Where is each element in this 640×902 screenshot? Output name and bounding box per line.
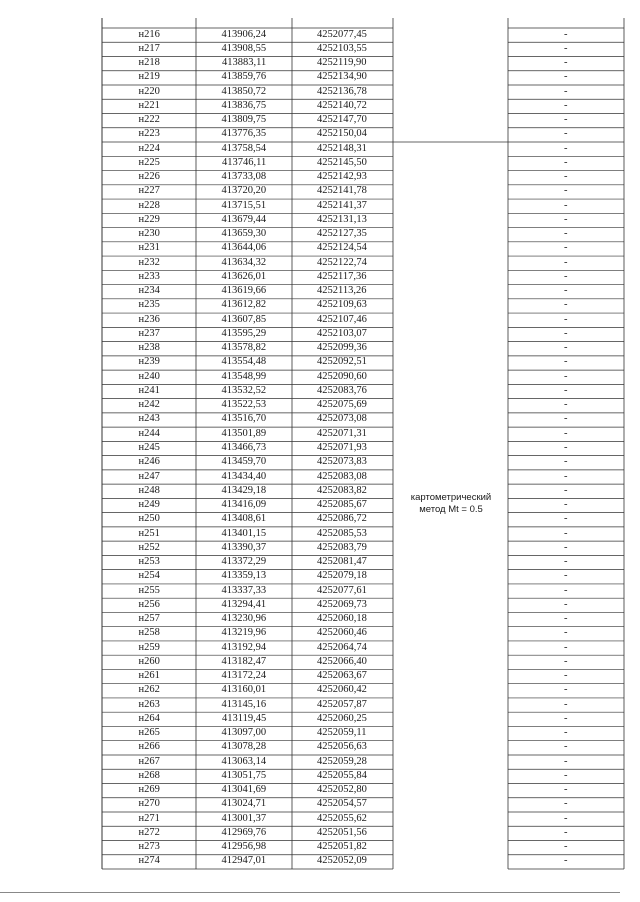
point-id-cell: н219 (138, 71, 160, 83)
x-coordinate-cell: 413466,73 (221, 442, 267, 453)
point-id-cell: н269 (138, 784, 160, 796)
accuracy-mark-cell: - (564, 71, 568, 83)
x-coordinate-cell: 413809,75 (221, 114, 267, 126)
accuracy-mark-cell: - (564, 755, 568, 767)
y-coordinate-cell: 4252055,84 (317, 769, 367, 781)
y-coordinate-cell: 4252103,07 (317, 327, 367, 339)
x-coordinate-cell: 413522,53 (221, 399, 267, 411)
x-coordinate-cell: 413715,51 (221, 199, 267, 211)
accuracy-mark-cell: - (564, 384, 568, 396)
point-id-cell: н244 (138, 427, 160, 439)
x-coordinate-cell: 413459,70 (221, 456, 267, 468)
y-coordinate-cell: 4252081,47 (317, 556, 367, 568)
y-coordinate-cell: 4252083,79 (317, 541, 367, 553)
point-id-cell: н232 (138, 256, 160, 268)
method-note-line-1: картометрический (410, 492, 492, 503)
x-coordinate-cell: 413390,37 (221, 541, 267, 553)
y-coordinate-cell: 4252073,83 (317, 456, 367, 468)
x-coordinate-cell: 413041,69 (221, 784, 267, 796)
accuracy-mark-cell: - (564, 570, 568, 582)
method-note (396, 492, 506, 517)
accuracy-mark-cell: - (564, 826, 568, 838)
point-id-cell: н262 (138, 684, 160, 696)
accuracy-mark-cell: - (564, 684, 568, 696)
accuracy-mark-cell: - (564, 541, 568, 553)
accuracy-mark-cell: - (564, 199, 568, 211)
point-id-cell: н233 (138, 270, 160, 282)
point-id-cell: н230 (138, 228, 160, 240)
x-coordinate-cell: 413160,01 (221, 684, 267, 696)
y-coordinate-cell: 4252107,46 (317, 313, 367, 325)
x-coordinate-cell: 413626,01 (221, 270, 267, 282)
point-id-cell: н256 (138, 598, 160, 610)
point-id-cell: н259 (138, 641, 160, 653)
point-id-cell: н228 (138, 199, 160, 211)
point-id-cell: н271 (138, 812, 160, 824)
y-coordinate-cell: 4252073,08 (317, 413, 367, 425)
point-id-cell: н238 (138, 342, 160, 354)
point-id-cell: н224 (138, 142, 160, 154)
x-coordinate-cell: 413024,71 (221, 798, 267, 810)
x-coordinate-cell: 413172,24 (221, 670, 267, 682)
accuracy-mark-cell: - (564, 655, 568, 667)
point-id-cell: н249 (138, 499, 160, 511)
point-id-cell: н241 (138, 384, 160, 396)
accuracy-mark-cell: - (564, 584, 568, 596)
accuracy-mark-cell: - (564, 313, 568, 325)
y-coordinate-cell: 4252079,18 (317, 570, 367, 582)
accuracy-mark-cell: - (564, 556, 568, 568)
y-coordinate-cell: 4252127,35 (317, 228, 367, 240)
x-coordinate-cell: 413078,28 (221, 741, 267, 753)
y-coordinate-cell: 4252145,50 (317, 156, 367, 168)
x-coordinate-cell: 413337,33 (221, 584, 267, 596)
y-coordinate-cell: 4252060,42 (317, 684, 367, 696)
y-coordinate-cell: 4252083,08 (317, 470, 367, 482)
x-coordinate-cell: 413145,16 (221, 698, 267, 710)
accuracy-mark-cell: - (564, 128, 568, 140)
y-coordinate-cell: 4252056,63 (317, 741, 367, 753)
y-coordinate-cell: 4252099,36 (317, 342, 367, 354)
y-coordinate-cell: 4252060,25 (317, 712, 367, 724)
accuracy-mark-cell: - (564, 484, 568, 496)
x-coordinate-cell: 413612,82 (221, 299, 267, 311)
x-coordinate-cell: 413501,89 (221, 427, 267, 439)
point-id-cell: н265 (138, 727, 160, 739)
point-id-cell: н258 (138, 627, 160, 639)
accuracy-mark-cell: - (564, 641, 568, 653)
y-coordinate-cell: 4252117,36 (317, 270, 367, 282)
accuracy-mark-cell: - (564, 769, 568, 781)
accuracy-mark-cell: - (564, 741, 568, 753)
point-id-cell: н264 (138, 712, 160, 724)
accuracy-mark-cell: - (564, 399, 568, 411)
y-coordinate-cell: 4252124,54 (317, 242, 367, 254)
x-coordinate-cell: 413429,18 (221, 484, 267, 496)
y-coordinate-cell: 4252052,80 (317, 784, 367, 796)
accuracy-mark-cell: - (564, 470, 568, 482)
x-coordinate-cell: 413359,13 (221, 570, 267, 582)
accuracy-mark-cell: - (564, 370, 568, 382)
point-id-cell: н261 (138, 670, 160, 682)
x-coordinate-cell: 413883,11 (222, 57, 267, 69)
accuracy-mark-cell: - (564, 28, 568, 40)
accuracy-mark-cell: - (564, 784, 568, 796)
y-coordinate-cell: 4252147,70 (317, 114, 367, 126)
point-id-cell: н225 (138, 156, 160, 168)
x-coordinate-cell: 413516,70 (221, 413, 267, 425)
footer-rule (0, 892, 620, 893)
accuracy-mark-cell: - (564, 627, 568, 639)
y-coordinate-cell: 4252059,11 (317, 727, 367, 739)
point-id-cell: н272 (138, 826, 160, 838)
point-id-cell: н247 (138, 470, 160, 482)
y-coordinate-cell: 4252075,69 (317, 399, 367, 411)
accuracy-mark-cell: - (564, 613, 568, 625)
y-coordinate-cell: 4252083,82 (317, 484, 367, 496)
x-coordinate-cell: 413001,37 (221, 812, 267, 824)
accuracy-mark-cell: - (564, 712, 568, 724)
point-id-cell: н220 (138, 85, 160, 97)
point-id-cell: н267 (138, 755, 160, 767)
point-id-cell: н239 (138, 356, 160, 368)
point-id-cell: н231 (138, 242, 160, 254)
y-coordinate-cell: 4252060,18 (317, 613, 367, 625)
y-coordinate-cell: 4252148,31 (317, 142, 367, 154)
accuracy-mark-cell: - (564, 327, 568, 339)
x-coordinate-cell: 413548,99 (221, 370, 267, 382)
point-id-cell: н217 (138, 42, 160, 54)
x-coordinate-cell: 413554,48 (221, 356, 267, 368)
x-coordinate-cell: 413119,45 (222, 712, 267, 724)
y-coordinate-cell: 4252071,93 (317, 442, 367, 453)
y-coordinate-cell: 4252122,74 (317, 256, 367, 268)
x-coordinate-cell: 413859,76 (221, 71, 267, 83)
y-coordinate-cell: 4252092,51 (317, 356, 367, 368)
y-coordinate-cell: 4252085,53 (317, 527, 367, 539)
x-coordinate-cell: 413434,40 (221, 470, 267, 482)
point-id-cell: н246 (138, 456, 160, 468)
x-coordinate-cell: 413659,30 (221, 228, 267, 240)
y-coordinate-cell: 4252057,87 (317, 698, 367, 710)
point-id-cell: н242 (138, 399, 160, 411)
y-coordinate-cell: 4252051,56 (317, 826, 367, 838)
x-coordinate-cell: 413416,09 (221, 499, 267, 511)
point-id-cell: н216 (138, 28, 160, 40)
x-coordinate-cell: 412956,98 (221, 841, 267, 853)
x-coordinate-cell: 413619,66 (221, 285, 267, 297)
x-coordinate-cell: 413906,24 (221, 28, 267, 40)
y-coordinate-cell: 4252140,72 (317, 99, 367, 111)
accuracy-mark-cell: - (564, 242, 568, 254)
point-id-cell: н237 (138, 327, 160, 339)
x-coordinate-cell: 413746,11 (222, 156, 267, 168)
x-coordinate-cell: 413908,55 (221, 42, 267, 54)
accuracy-mark-cell: - (564, 670, 568, 682)
point-id-cell: н253 (138, 556, 160, 568)
y-coordinate-cell: 4252071,31 (317, 427, 367, 439)
y-coordinate-cell: 4252141,78 (317, 185, 367, 197)
y-coordinate-cell: 4252150,04 (317, 128, 367, 140)
y-coordinate-cell: 4252134,90 (317, 71, 367, 83)
accuracy-mark-cell: - (564, 256, 568, 268)
point-id-cell: н221 (138, 99, 160, 111)
point-id-cell: н243 (138, 413, 160, 425)
accuracy-mark-cell: - (564, 228, 568, 240)
x-coordinate-cell: 413532,52 (221, 384, 267, 396)
y-coordinate-cell: 4252131,13 (317, 213, 367, 225)
y-coordinate-cell: 4252060,46 (317, 627, 367, 639)
accuracy-mark-cell: - (564, 156, 568, 168)
accuracy-mark-cell: - (564, 812, 568, 824)
x-coordinate-cell: 413578,82 (221, 342, 267, 354)
accuracy-mark-cell: - (564, 213, 568, 225)
point-id-cell: н227 (138, 185, 160, 197)
x-coordinate-cell: 413720,20 (221, 185, 267, 197)
point-id-cell: н252 (138, 541, 160, 553)
point-id-cell: н260 (138, 655, 160, 667)
y-coordinate-cell: 4252059,28 (317, 755, 367, 767)
point-id-cell: н236 (138, 313, 160, 325)
accuracy-mark-cell: - (564, 42, 568, 54)
x-coordinate-cell: 413679,44 (221, 213, 267, 225)
x-coordinate-cell: 413758,54 (221, 142, 267, 154)
x-coordinate-cell: 413408,61 (221, 513, 267, 525)
accuracy-mark-cell: - (564, 99, 568, 111)
accuracy-mark-cell: - (564, 356, 568, 368)
x-coordinate-cell: 413644,06 (221, 242, 267, 254)
point-id-cell: н223 (138, 128, 160, 140)
accuracy-mark-cell: - (564, 142, 568, 154)
x-coordinate-cell: 412947,01 (221, 855, 267, 867)
y-coordinate-cell: 4252142,93 (317, 171, 367, 183)
y-coordinate-cell: 4252054,57 (317, 798, 367, 810)
x-coordinate-cell: 413634,32 (221, 256, 267, 268)
accuracy-mark-cell: - (564, 527, 568, 539)
point-id-cell: н248 (138, 484, 160, 496)
x-coordinate-cell: 412969,76 (221, 826, 267, 838)
y-coordinate-cell: 4252086,72 (317, 513, 367, 525)
x-coordinate-cell: 413063,14 (221, 755, 267, 767)
y-coordinate-cell: 4252064,74 (317, 641, 367, 653)
accuracy-mark-cell: - (564, 698, 568, 710)
point-id-cell: н274 (138, 855, 160, 867)
y-coordinate-cell: 4252055,62 (317, 812, 367, 824)
x-coordinate-cell: 413776,35 (221, 128, 267, 140)
point-id-cell: н257 (138, 613, 160, 625)
y-coordinate-cell: 4252085,67 (317, 499, 367, 511)
accuracy-mark-cell: - (564, 798, 568, 810)
y-coordinate-cell: 4252077,45 (317, 28, 367, 40)
accuracy-mark-cell: - (564, 299, 568, 311)
accuracy-mark-cell: - (564, 855, 568, 867)
point-id-cell: н240 (138, 370, 160, 382)
x-coordinate-cell: 413294,41 (221, 598, 267, 610)
x-coordinate-cell: 413230,96 (221, 613, 267, 625)
y-coordinate-cell: 4252136,78 (317, 85, 367, 97)
point-id-cell: н218 (138, 57, 160, 69)
accuracy-mark-cell: - (564, 427, 568, 439)
x-coordinate-cell: 413607,85 (221, 313, 267, 325)
x-coordinate-cell: 413192,94 (221, 641, 267, 653)
accuracy-mark-cell: - (564, 285, 568, 297)
x-coordinate-cell: 413850,72 (221, 85, 267, 97)
y-coordinate-cell: 4252069,73 (317, 598, 367, 610)
x-coordinate-cell: 413182,47 (221, 655, 267, 667)
point-id-cell: н234 (138, 285, 160, 297)
y-coordinate-cell: 4252109,63 (317, 299, 367, 311)
point-id-cell: н268 (138, 769, 160, 781)
x-coordinate-cell: 413219,96 (221, 627, 267, 639)
y-coordinate-cell: 4252090,60 (317, 370, 367, 382)
point-id-cell: н250 (138, 513, 160, 525)
y-coordinate-cell: 4252063,67 (317, 670, 367, 682)
x-coordinate-cell: 413733,08 (221, 171, 267, 183)
accuracy-mark-cell: - (564, 513, 568, 525)
accuracy-mark-cell: - (564, 114, 568, 126)
accuracy-mark-cell: - (564, 342, 568, 354)
point-id-cell: н254 (138, 570, 160, 582)
accuracy-mark-cell: - (564, 171, 568, 183)
y-coordinate-cell: 4252051,82 (317, 841, 367, 853)
accuracy-mark-cell: - (564, 499, 568, 511)
method-note-line-2: метод Mt = 0.5 (419, 504, 483, 516)
point-id-cell: н245 (138, 442, 160, 453)
accuracy-mark-cell: - (564, 841, 568, 853)
point-id-cell: н263 (138, 698, 160, 710)
accuracy-mark-cell: - (564, 442, 568, 453)
point-id-cell: н270 (138, 798, 160, 810)
y-coordinate-cell: 4252113,26 (317, 285, 367, 297)
x-coordinate-cell: 413836,75 (221, 99, 267, 111)
accuracy-mark-cell: - (564, 413, 568, 425)
point-id-cell: н255 (138, 584, 160, 596)
accuracy-mark-cell: - (564, 727, 568, 739)
accuracy-mark-cell: - (564, 598, 568, 610)
x-coordinate-cell: 413051,75 (221, 769, 267, 781)
accuracy-mark-cell: - (564, 57, 568, 69)
x-coordinate-cell: 413372,29 (221, 556, 267, 568)
y-coordinate-cell: 4252066,40 (317, 655, 367, 667)
y-coordinate-cell: 4252077,61 (317, 584, 367, 596)
accuracy-mark-cell: - (564, 185, 568, 197)
y-coordinate-cell: 4252083,76 (317, 384, 367, 396)
point-id-cell: н273 (138, 841, 160, 853)
x-coordinate-cell: 413401,15 (221, 527, 267, 539)
point-id-cell: н251 (138, 527, 160, 539)
point-id-cell: н229 (138, 213, 160, 225)
accuracy-mark-cell: - (564, 270, 568, 282)
x-coordinate-cell: 413097,00 (221, 727, 267, 739)
y-coordinate-cell: 4252141,37 (317, 199, 367, 211)
point-id-cell: н266 (138, 741, 160, 753)
accuracy-mark-cell: - (564, 456, 568, 468)
x-coordinate-cell: 413595,29 (221, 327, 267, 339)
accuracy-mark-cell: - (564, 85, 568, 97)
point-id-cell: н235 (138, 299, 160, 311)
y-coordinate-cell: 4252103,55 (317, 42, 367, 54)
y-coordinate-cell: 4252052,09 (317, 855, 367, 867)
point-id-cell: н226 (138, 171, 160, 183)
point-id-cell: н222 (138, 114, 160, 126)
y-coordinate-cell: 4252119,90 (317, 57, 367, 69)
